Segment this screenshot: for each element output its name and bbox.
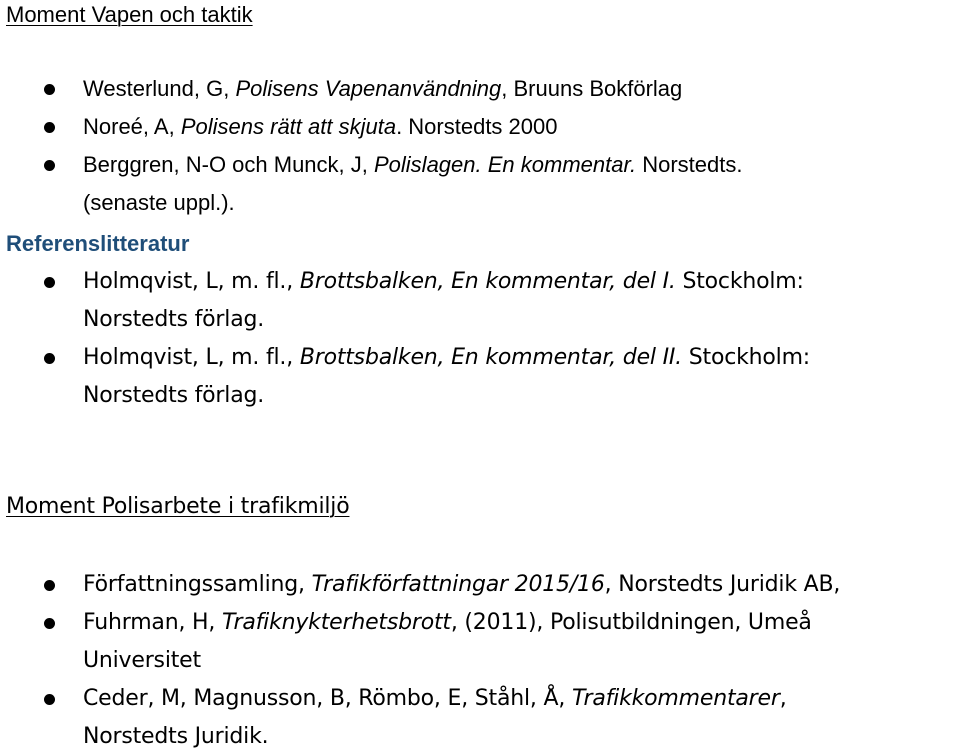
item-text-continuation: Norstedts förlag. <box>83 383 265 408</box>
item-text-plain: Stockholm: <box>675 269 804 294</box>
item-title: Trafikkommentarer <box>571 686 780 711</box>
reference-list <box>0 263 810 415</box>
list-item <box>0 339 810 415</box>
item-text-plain: Holmqvist, L, m. fl., <box>83 269 300 294</box>
bullet-icon <box>44 353 55 364</box>
item-title: Brottsbalken, En kommentar, del II. <box>299 345 682 370</box>
item-title: Polislagen. En kommentar. <box>374 152 637 177</box>
item-title: Polisens Vapenanvändning <box>235 76 502 101</box>
item-text-continuation: Norstedts förlag. <box>83 307 265 332</box>
item-text-plain: , Bruuns Bokförlag <box>501 76 683 101</box>
section-heading-trafik: Moment Polisarbete i trafikmiljö <box>6 494 350 519</box>
bullet-icon <box>44 122 55 133</box>
reading-list-vapen <box>0 70 742 222</box>
item-text-plain: Norstedts. <box>636 152 743 177</box>
item-text-plain: Westerlund, G, <box>83 76 236 101</box>
section-heading-vapen: Moment Vapen och taktik <box>6 2 253 27</box>
item-text-plain: , Norstedts Juridik AB, <box>604 572 841 597</box>
item-text-plain: , (2011), Polisutbildningen, Umeå <box>450 610 812 635</box>
list-item <box>0 146 742 222</box>
list-item <box>0 604 840 680</box>
bullet-icon <box>44 694 55 705</box>
bullet-icon <box>44 84 55 95</box>
bullet-icon <box>44 160 55 171</box>
bullet-icon <box>44 580 55 591</box>
item-text-plain: Holmqvist, L, m. fl., <box>83 345 300 370</box>
list-item <box>0 108 742 146</box>
item-text-continuation: Universitet <box>83 648 201 673</box>
item-text-plain: Stockholm: <box>681 345 811 370</box>
list-item <box>0 263 810 339</box>
item-title: Trafiknykterhetsbrott <box>221 610 451 635</box>
item-title: Brottsbalken, En kommentar, del I. <box>299 269 676 294</box>
reading-list-trafik <box>0 566 840 756</box>
item-text-continuation: (senaste uppl.). <box>83 190 235 215</box>
item-text-plain: Författningssamling, <box>83 572 312 597</box>
item-text-plain: Berggren, N-O och Munck, J, <box>83 152 374 177</box>
item-text-plain: Noreé, A, <box>83 114 181 139</box>
list-item <box>0 566 840 604</box>
item-title: Trafikförfattningar 2015/16 <box>311 572 605 597</box>
item-text-plain: Ceder, M, Magnusson, B, Römbo, E, Ståhl, Å, <box>83 686 572 711</box>
item-text-plain: , <box>779 686 787 711</box>
bullet-icon <box>44 618 55 629</box>
item-text-plain: . Norstedts 2000 <box>396 114 558 139</box>
item-title: Polisens rätt att skjuta <box>180 114 397 139</box>
bullet-icon <box>44 277 55 288</box>
list-item <box>0 680 840 756</box>
reference-heading: Referenslitteratur <box>6 231 190 256</box>
item-text-plain: Fuhrman, H, <box>83 610 222 635</box>
list-item <box>0 70 742 108</box>
item-text-continuation: Norstedts Juridik. <box>83 724 269 749</box>
